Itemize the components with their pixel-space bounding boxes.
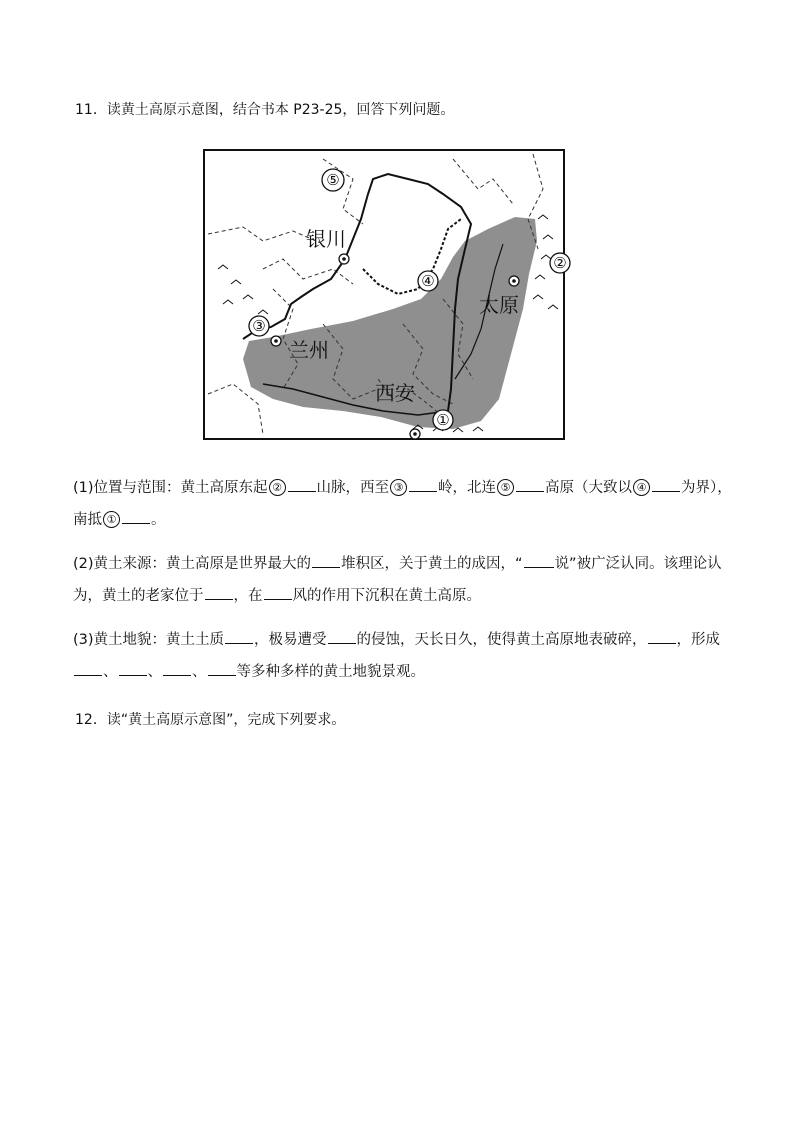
answer-blank[interactable] — [328, 628, 356, 644]
answer-blank[interactable] — [74, 660, 102, 676]
subquestion-1: (1)位置与范围：黄土高原东起 ② 山脉，西至 ③ 岭，北连 ⑤ 高原（大致以 ④ 为界），南抵 ① 。 — [73, 472, 733, 536]
answer-blank[interactable] — [312, 552, 340, 568]
svg-text:银川: 银川 — [306, 227, 346, 251]
answer-blank[interactable] — [648, 628, 676, 644]
subquestion-3: (3)黄土地貌：黄土土质 ，极易遭受 的侵蚀，天长日久，使得黄土高原地表破碎， ，形成、 、 、 等多种多样的黄土地貌景观。 — [73, 624, 733, 688]
subquestion-2: (2)黄土来源：黄土高原是世界最大的 堆积区，关于黄土的成因，“ 说”被广泛认同。该理论认为，黄土的老家位于 ，在 风的作用下沉积在黄土高原。 — [73, 548, 733, 612]
question-11-title: 11．读黄土高原示意图，结合书本 P23-25，回答下列问题。 — [75, 102, 455, 118]
answer-blank[interactable] — [516, 476, 544, 492]
answer-blank[interactable] — [652, 476, 680, 492]
answer-blank[interactable] — [205, 584, 233, 600]
marker-5 — [322, 169, 344, 191]
svg-text:③: ③ — [252, 317, 266, 335]
marker-4 — [418, 271, 438, 291]
marker-ref-3: ③ — [390, 479, 407, 496]
loess-plateau-map — [203, 149, 565, 440]
answer-blank[interactable] — [264, 584, 292, 600]
question-12-title: 12．读“黄土高原示意图”，完成下列要求。 — [75, 712, 346, 728]
svg-text:兰州: 兰州 — [289, 338, 329, 362]
svg-text:①: ① — [436, 411, 450, 429]
marker-ref-5: ⑤ — [497, 479, 514, 496]
marker-ref-2: ② — [269, 479, 286, 496]
answer-blank[interactable] — [122, 508, 150, 524]
svg-text:④: ④ — [421, 272, 435, 290]
answer-blank[interactable] — [288, 476, 316, 492]
answer-blank[interactable] — [225, 628, 253, 644]
marker-ref-1: ① — [103, 511, 120, 528]
answer-blank[interactable] — [409, 476, 437, 492]
svg-text:②: ② — [553, 254, 567, 272]
answer-blank[interactable] — [208, 660, 236, 676]
svg-text:太原: 太原 — [479, 293, 519, 317]
marker-2 — [550, 253, 570, 273]
marker-ref-4: ④ — [633, 479, 650, 496]
svg-text:西安: 西安 — [375, 381, 415, 405]
answer-blank[interactable] — [524, 552, 554, 568]
marker-3 — [249, 316, 269, 336]
answer-blank[interactable] — [119, 660, 147, 676]
marker-1 — [433, 410, 453, 430]
answer-blank[interactable] — [163, 660, 191, 676]
svg-text:⑤: ⑤ — [326, 171, 340, 189]
